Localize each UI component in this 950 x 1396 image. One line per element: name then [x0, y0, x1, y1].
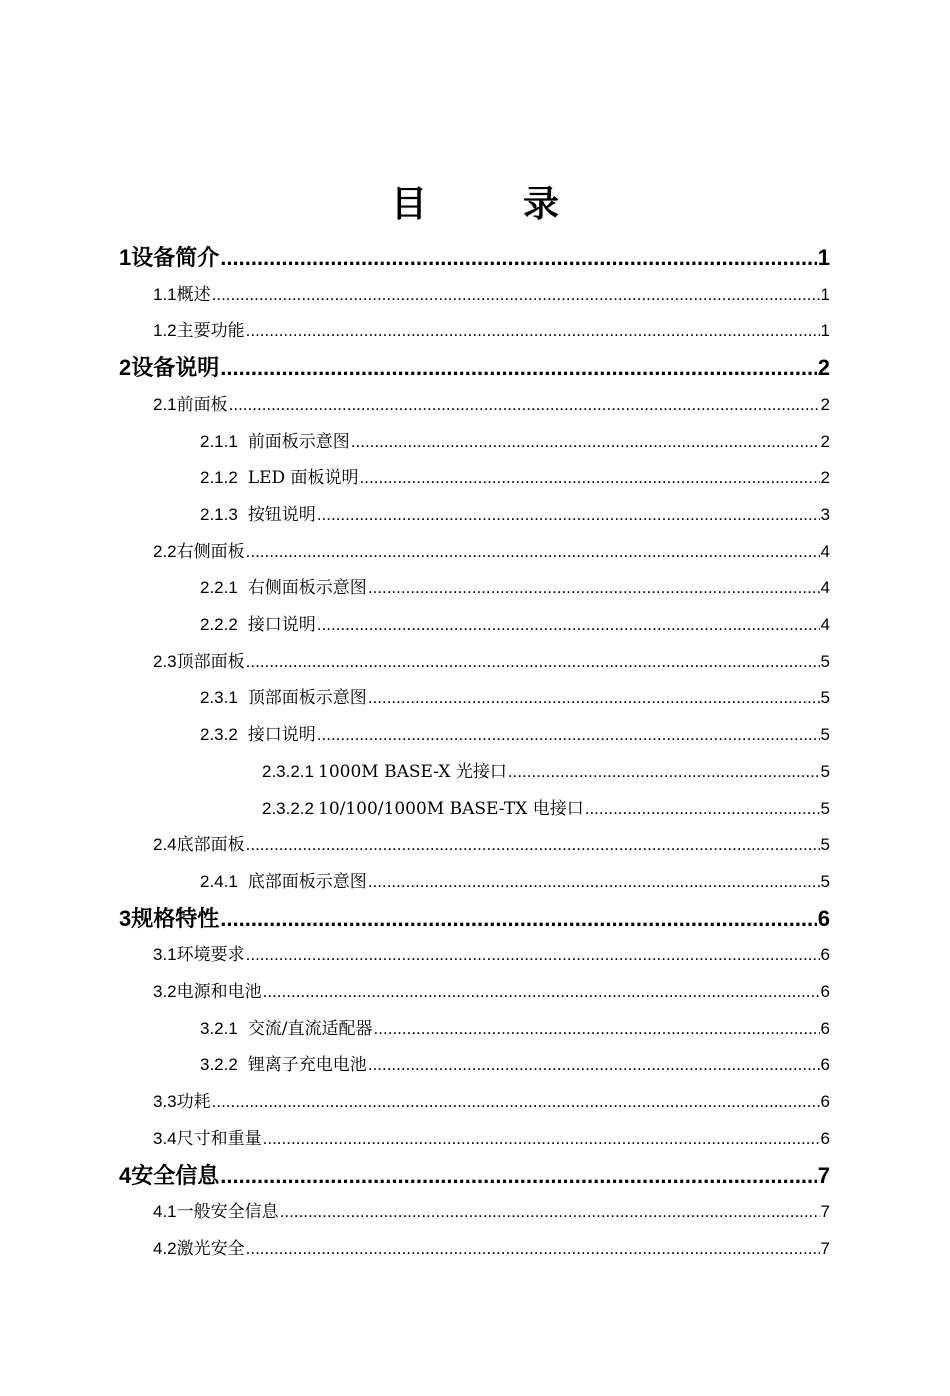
toc-entry-number: 2: [119, 355, 132, 381]
toc-entry-number: 2.2.2: [200, 615, 238, 634]
toc-dot-leader: [317, 500, 820, 530]
toc-entry-number: 4.2: [153, 1238, 177, 1258]
toc-entry-page-number: 5: [820, 798, 830, 818]
toc-entry-title: 底部面板: [176, 835, 245, 856]
toc-dot-leader: [317, 610, 820, 640]
toc-entry-page-number: 7: [817, 1162, 830, 1188]
toc-entry-number: 2.2.1: [200, 578, 238, 598]
toc-entry[interactable]: [153, 1124, 830, 1154]
toc-entry[interactable]: [200, 1014, 830, 1044]
toc-dot-leader: [246, 537, 820, 567]
toc-entry[interactable]: [200, 683, 830, 713]
toc-entry-page-number: 6: [820, 1018, 830, 1038]
toc-entry-page-number: 4: [820, 578, 830, 598]
toc-entry-page-number: 1: [820, 321, 830, 341]
toc-entry[interactable]: [153, 316, 830, 346]
toc-entry-page-number: 3: [820, 504, 830, 524]
toc-entry[interactable]: [153, 830, 830, 860]
toc-entry-number: 3.3: [153, 1092, 177, 1112]
toc-dot-leader: [246, 1234, 820, 1264]
toc-entry-page-number: 2: [817, 355, 830, 381]
toc-entry-title: 电源和电池: [176, 982, 262, 1002]
toc-entry[interactable]: [262, 757, 830, 787]
toc-entry-number: 2.3.1: [200, 688, 238, 708]
toc-entry[interactable]: [153, 977, 830, 1007]
toc-entry-title: 右侧面板: [176, 541, 245, 562]
toc-entry-page-number: 1: [820, 284, 830, 304]
toc-entry-number: 2.4: [153, 835, 177, 855]
toc-entry[interactable]: [153, 280, 830, 310]
toc-entry[interactable]: [153, 647, 830, 677]
toc-entry-page-number: 5: [820, 651, 830, 671]
toc-entry-title: 尺寸和重量: [176, 1128, 262, 1149]
toc-entry[interactable]: [119, 904, 830, 934]
toc-entry-page-number: 2: [820, 394, 830, 414]
toc-entry[interactable]: [119, 353, 830, 383]
toc-entry-title: 激光安全: [176, 1238, 245, 1259]
toc-entry-title: 接口说明: [247, 615, 316, 635]
toc-entry[interactable]: [153, 1234, 830, 1264]
toc-entry[interactable]: [200, 720, 830, 750]
toc-dot-leader: [246, 830, 820, 860]
toc-entry-number: 2.1: [153, 394, 177, 414]
toc-dot-leader: [246, 940, 820, 970]
toc-entry-page-number: 6: [820, 1128, 830, 1148]
toc-dot-leader: [368, 1050, 820, 1080]
toc-entry-page-number: 5: [820, 725, 830, 745]
toc-dot-leader: [246, 647, 820, 677]
toc-dot-leader: [368, 683, 820, 713]
toc-entry[interactable]: [119, 1161, 830, 1191]
toc-dot-leader: [368, 573, 820, 603]
toc-entry[interactable]: [153, 1197, 830, 1227]
toc-dot-leader: [374, 1014, 820, 1044]
toc-entry-title: 10/100/1000M BASE-TX 电接口: [318, 798, 584, 819]
toc-dot-leader: [317, 720, 820, 750]
toc-entry-number: 3.2.1: [200, 1018, 238, 1038]
toc-entry-title: 锂离子充电电池: [247, 1055, 367, 1076]
toc-entry-page-number: 7: [820, 1238, 830, 1258]
toc-entry[interactable]: [153, 1087, 830, 1117]
toc-entry[interactable]: [200, 1050, 830, 1080]
toc-dot-leader: [246, 316, 820, 346]
toc-entry-page-number: 6: [820, 982, 830, 1001]
toc-entry-number: 2.1.2: [200, 468, 238, 488]
toc-entry[interactable]: [153, 390, 830, 420]
toc-entry[interactable]: [200, 610, 830, 640]
toc-entry[interactable]: [119, 243, 830, 273]
toc-entry-page-number: 6: [820, 945, 830, 965]
toc-dot-leader: [220, 353, 816, 383]
toc-entry-number: 2.3.2.2: [262, 798, 314, 818]
toc-entry-title: 顶部面板示意图: [247, 688, 367, 709]
toc-entry-page-number: 2: [820, 431, 830, 451]
toc-entry-title: 前面板: [176, 394, 228, 415]
toc-entry-number: 2.4.1: [200, 871, 238, 891]
toc-entry-page-number: 5: [820, 761, 830, 781]
toc-entry-title: 前面板示意图: [247, 431, 350, 452]
toc-entry-number: 1: [119, 245, 132, 270]
toc-dot-leader: [368, 867, 820, 897]
toc-entry-number: 2.1.3: [200, 504, 238, 524]
toc-entry-page-number: 4: [820, 541, 830, 561]
toc-entry-number: 2.3.2.1: [262, 761, 314, 781]
toc-entry-number: 2.3: [153, 651, 177, 671]
toc-entry[interactable]: [153, 940, 830, 970]
toc-entry-title: LED 面板说明: [247, 468, 359, 489]
toc-entry[interactable]: [200, 573, 830, 603]
toc-dot-leader: [360, 463, 820, 493]
toc-dot-leader: [263, 1124, 820, 1154]
page-title: 目 录: [390, 183, 589, 226]
toc-dot-leader: [220, 1161, 816, 1191]
toc-entry-number: 2.1.1: [200, 431, 238, 451]
toc-entry-title: 功耗: [176, 1092, 211, 1113]
toc-entry-number: 4: [119, 1162, 132, 1188]
toc-entry-number: 3.2.2: [200, 1055, 238, 1075]
toc-dot-leader: [508, 757, 820, 787]
toc-entry-title: 概述: [176, 284, 211, 305]
toc-dot-leader: [280, 1197, 820, 1227]
toc-dot-leader: [212, 280, 820, 310]
toc-entry-number: 4.1: [153, 1202, 177, 1222]
toc-entry-page-number: 4: [820, 615, 830, 634]
toc-dot-leader: [212, 1087, 820, 1117]
toc-entry[interactable]: [200, 867, 830, 897]
toc-entry[interactable]: [262, 794, 830, 824]
toc-entry-title: 1000M BASE-X 光接口: [318, 761, 507, 782]
toc-entry-title: 设备简介: [131, 245, 220, 271]
toc-entry-page-number: 6: [820, 1055, 830, 1075]
toc-entry[interactable]: [200, 500, 830, 530]
toc-entry-title: 底部面板示意图: [247, 871, 367, 892]
toc-entry[interactable]: [200, 463, 830, 493]
toc-dot-leader: [220, 243, 816, 273]
toc-entry-title: 安全信息: [131, 1162, 220, 1189]
toc-entry-number: 1.2: [153, 321, 177, 341]
toc-entry-page-number: 5: [820, 871, 830, 891]
toc-entry-page-number: 6: [820, 1092, 830, 1112]
toc-entry-number: 3.2: [153, 982, 177, 1001]
toc-entry-page-number: 1: [817, 245, 830, 270]
toc-entry-page-number: 7: [820, 1202, 830, 1222]
toc-dot-leader: [229, 390, 820, 420]
toc-entry-number: 2.3.2: [200, 725, 238, 745]
toc-entry-number: 3: [119, 905, 132, 931]
toc-entry-page-number: 2: [820, 468, 830, 488]
toc-dot-leader: [585, 794, 820, 824]
toc-entry-title: 右侧面板示意图: [247, 578, 367, 599]
toc-dot-leader: [351, 427, 820, 457]
toc-entry-title: 环境要求: [176, 945, 245, 966]
toc-entry-title: 设备说明: [131, 355, 220, 382]
toc-entry-number: 3.1: [153, 945, 177, 965]
toc-entry-number: 3.4: [153, 1128, 177, 1148]
toc-entry-title: 主要功能: [176, 321, 245, 342]
toc-dot-leader: [263, 977, 820, 1007]
toc-entry-page-number: 6: [817, 905, 830, 931]
toc-entry-title: 交流/直流适配器: [247, 1018, 373, 1039]
toc-entry[interactable]: [200, 427, 830, 457]
toc-entry[interactable]: [153, 537, 830, 567]
toc-entry-title: 一般安全信息: [176, 1202, 279, 1223]
toc-entry-title: 规格特性: [131, 905, 220, 932]
toc-entry-page-number: 5: [820, 835, 830, 855]
toc-entry-page-number: 5: [820, 688, 830, 708]
toc-entry-title: 接口说明: [247, 725, 316, 746]
toc-entry-title: 顶部面板: [176, 651, 245, 672]
toc-entry-number: 1.1: [153, 284, 177, 304]
toc-dot-leader: [220, 904, 816, 934]
toc-entry-title: 按钮说明: [247, 504, 316, 525]
toc-entry-number: 2.2: [153, 541, 177, 561]
